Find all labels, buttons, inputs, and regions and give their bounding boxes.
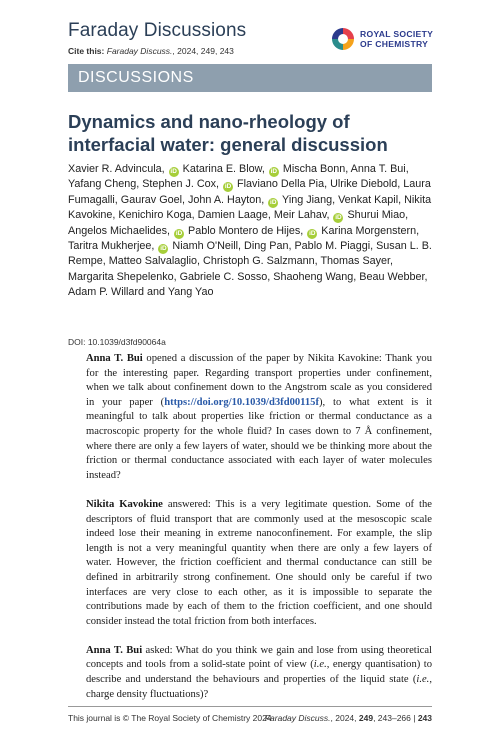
rsc-logo-icon — [330, 26, 356, 52]
paragraph-text: asked: What do you think we gain and lose from using theoretical concepts and tools from a solid-state point of view ( — [86, 644, 432, 671]
footer-citation — [265, 713, 432, 723]
cite-volume: 249 — [200, 46, 215, 56]
article-body — [86, 352, 432, 717]
paragraph — [86, 644, 432, 702]
speaker-name: Nikita Kavokine — [86, 498, 163, 510]
paragraph — [86, 352, 432, 483]
copyright: This journal is © The Royal Society of Chemistry 2024 — [68, 713, 272, 723]
orcid-icon[interactable]: iD — [335, 214, 342, 222]
cite-prefix: Cite this: — [68, 46, 105, 56]
cite-year: , 2024, — [172, 46, 201, 56]
orcid-icon[interactable]: iD — [175, 229, 183, 237]
paragraph-text: , energy quantisation) to describe and understand the behaviours and properties of the liquid state ( — [86, 659, 433, 686]
section-label: DISCUSSIONS — [78, 69, 194, 86]
publisher-line-2: OF CHEMISTRY — [360, 39, 429, 49]
citation-line — [68, 46, 234, 56]
orcid-icon[interactable]: iD — [170, 168, 177, 175]
footer-journal: Faraday Discuss. — [264, 713, 331, 723]
publisher-name — [360, 29, 433, 49]
paragraph-text: ), to what extent is it meaningful to talk about properties like friction or thermal conductance as a macroscopic property for the whole fluid? In cases down to 7 Å confinement, where there are only a few layers of water, should we be thinking more about the friction or thermal conductance associated with each layer of water molecules instead? — [86, 396, 432, 481]
article-title: Dynamics and nano-rheology of interfacial water: general discussion — [68, 111, 388, 155]
paragraph-text: answered: This is a very legitimate question. Some of the descriptors of fluid transport that are commonly used at the mesoscopic scale indeed lose their meaning in extreme nanoconfinement. For example, the slip length is not a very meaningful quantity when there are only a few layers of water. However, the friction coefficient and thermal conductance can still be defined in arbitrarily strong confinement. One should only be careful if two interfaces are very close to each other, as it is impossible to separate the contributions made by each of them to the friction coefficient, and one should consider instead the total friction from both interfaces. — [86, 498, 433, 627]
paragraph-text: opened a discussion of the paper by Nikita Kavokine: Thank you for the interesting paper. Regarding transport properties under confinement, when we talk about confinement down to the Angstrom scale as you considered in your paper ( — [86, 353, 433, 408]
cite-pages: , 243 — [214, 46, 234, 56]
footer-year: , 2024, — [330, 713, 359, 723]
section-banner — [68, 64, 432, 92]
paragraph-italic: i.e. — [313, 659, 327, 671]
speaker-name: Anna T. Bui — [86, 644, 143, 656]
journal-name: Faraday Discussions — [68, 20, 247, 41]
orcid-icon[interactable]: iD — [270, 168, 278, 175]
paragraph-text: , charge density fluctuations)? — [86, 674, 432, 700]
publisher-line-1: ROYAL SOCIETY — [360, 29, 434, 39]
page-footer — [68, 706, 432, 723]
orcid-icon[interactable]: iD — [270, 198, 277, 206]
doi-link[interactable]: https://doi.org/10.1039/d3fd00115f — [164, 396, 320, 408]
page-number: 243 — [417, 713, 432, 723]
authors-text: Xavier R. Advincula, iD Katarina E. Blow, iD Mischa Bonn, Anna T. Bui, Yafang Cheng, Stephen J. Cox, iD Flaviano Della Pia, Ulrike Diebold, Laura Fumagalli, Gaurav Goel, John A. Hayton, iD Ying Jiang, Venkat Kapil, Nikita Kavokine, Kenichiro Koga, Damien Laage, Meir Lahav, iD Shurui Miao, Angelos Michaelides, iD Pablo Montero de Hijes, iD Karina Morgenstern, Taritra Mukherjee, iD Niamh O'Neill, Ding Pan, Pablo M. Piaggi, Susan L. B. Rempe, Matteo Salvalaglio, Christoph G. Salzmann, Thomas Sayer, Margarita Shepelenko, Gabriele C. Sosso, Shaoheng Wang, Beau Webber, Adam P. Willard and Yang Yao — [68, 163, 432, 299]
paragraph-italic: i.e. — [416, 674, 430, 686]
orcid-icon[interactable]: iD — [160, 245, 167, 253]
author-list — [68, 162, 438, 301]
orcid-icon[interactable]: iD — [309, 229, 316, 237]
paragraph — [86, 498, 432, 629]
publisher-logo — [330, 26, 450, 54]
doi: DOI: 10.1039/d3fd90064a — [68, 337, 166, 347]
footer-pages: , 243–266 | — [373, 713, 418, 723]
footer-volume: 249 — [358, 713, 374, 723]
orcid-icon[interactable]: iD — [224, 183, 232, 191]
cite-journal: Faraday Discuss. — [106, 46, 173, 56]
speaker-name: Anna T. Bui — [86, 353, 143, 364]
